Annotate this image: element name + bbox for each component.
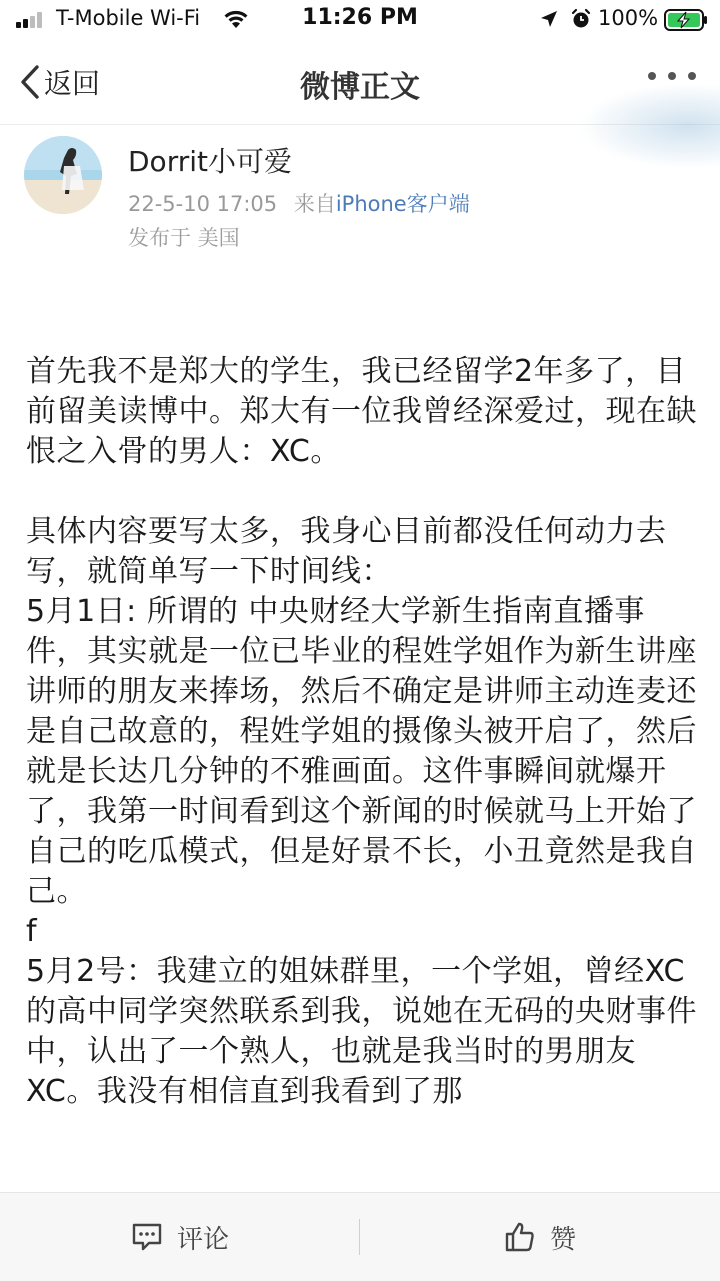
post-paragraph: 5月1日: 所谓的 中央财经大学新生指南直播事件，其实就是一位已毕业的程姓学姐作为新生讲座讲师的朋友来捧场，然后不确定是讲师主动连麦还是自己故意的，程姓学姐的摄像头被开启了，然后就是长达几分钟的不雅画面。这件事瞬间就爆开了，我第一时间看到这个新闻的时候就马上开始了自己的吃瓜模式，但是好景不长，小丑竟然是我自己。 bbox=[26, 594, 697, 909]
back-label: 返回 bbox=[44, 67, 101, 100]
post-paragraph: 具体内容要写太多，我身心目前都没任何动力去写，就简单写一下时间线： bbox=[26, 514, 667, 589]
alarm-icon bbox=[570, 8, 592, 30]
location-icon bbox=[540, 10, 558, 28]
carrier-label: T-Mobile Wi-Fi bbox=[56, 6, 201, 30]
status-bar bbox=[0, 0, 720, 40]
comment-icon bbox=[131, 1222, 163, 1252]
background-decoration bbox=[560, 76, 720, 176]
post-paragraph: f bbox=[26, 914, 38, 949]
comment-label: 评论 bbox=[176, 1224, 229, 1255]
post-body bbox=[26, 352, 698, 1112]
like-button[interactable] bbox=[360, 1193, 720, 1281]
post-paragraph: 5月2号：我建立的姐妹群里，一个学姐，曾经XC的高中同学突然联系到我，说她在无码的央财事件中，认出了一个熟人，也就是我当时的男朋友XC。我没有相信直到我看到了那 bbox=[26, 954, 697, 1109]
source-prefix: 来自 bbox=[293, 192, 336, 216]
page-title: 微博正文 bbox=[300, 70, 420, 105]
post-meta bbox=[128, 188, 470, 218]
like-label: 赞 bbox=[549, 1224, 576, 1255]
author-name[interactable]: Dorrit小可爱 bbox=[128, 145, 292, 178]
bottom-toolbar bbox=[0, 1192, 720, 1281]
clock: 11:26 PM bbox=[302, 5, 418, 30]
avatar[interactable] bbox=[24, 136, 102, 214]
comment-button[interactable] bbox=[0, 1193, 360, 1281]
avatar-image bbox=[24, 136, 102, 214]
post-location: 发布于 美国 bbox=[128, 226, 240, 250]
source-link[interactable]: iPhone客户端 bbox=[335, 192, 470, 216]
thumbs-up-icon bbox=[504, 1221, 536, 1253]
post-date: 22-5-10 17:05 bbox=[128, 192, 278, 216]
battery-charging-icon bbox=[664, 9, 708, 31]
battery-percent: 100% bbox=[598, 6, 659, 30]
paragraph-gap bbox=[26, 472, 698, 512]
post-paragraph: 首先我不是郑大的学生，我已经留学2年多了，目前留美读博中。郑大有一位我曾经深爱过，现在缺恨之入骨的男人：XC。 bbox=[26, 354, 697, 469]
